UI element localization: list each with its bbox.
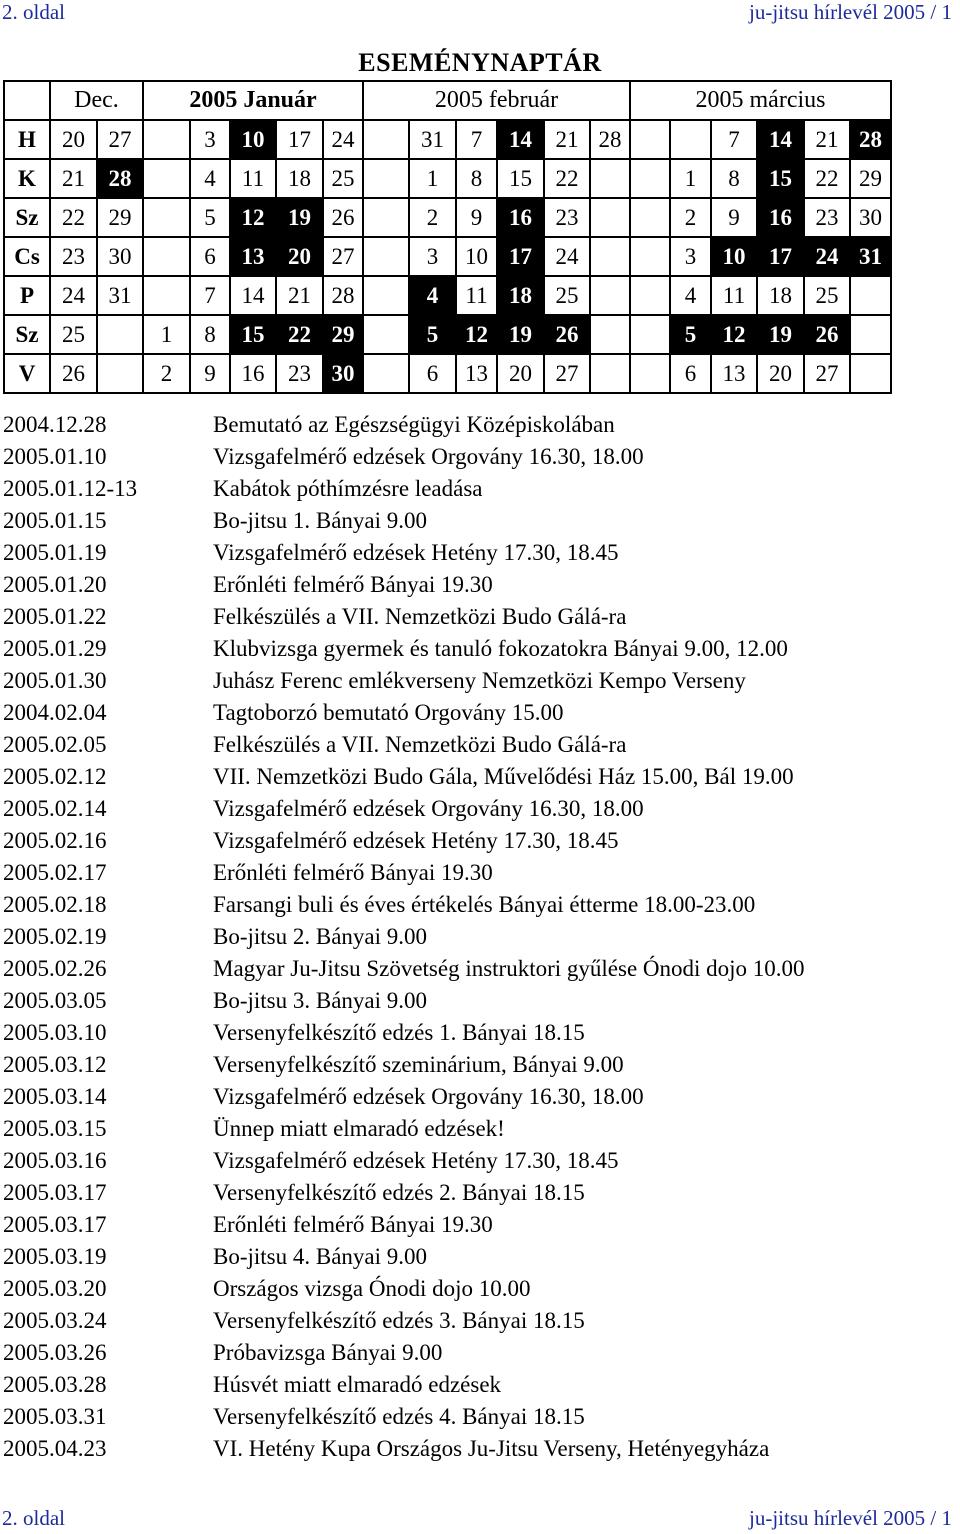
calendar-month-row [4,81,891,120]
event-date: 2005.01.22 [3,604,107,629]
event-description: Bemutató az Egészségügyi Középiskolában [213,412,615,437]
event-description: Próbavizsga Bányai 9.00 [213,1340,443,1365]
calendar-day-cell [363,354,409,393]
event-date: 2004.12.28 [3,412,107,437]
calendar-day-cell: 8 [711,159,757,198]
calendar-day-cell: 28 [97,159,143,198]
calendar-day-cell: 19 [757,315,804,354]
event-row [3,985,953,1017]
calendar-day-cell: 20 [757,354,804,393]
event-description: Versenyfelkészítő edzés 1. Bányai 18.15 [213,1020,585,1045]
event-description: Versenyfelkészítő szeminárium, Bányai 9.00 [213,1052,624,1077]
event-date: 2005.03.24 [3,1308,107,1333]
event-date: 2005.02.16 [3,828,107,853]
calendar-day-cell: 20 [497,354,544,393]
calendar-day-cell: 12 [230,198,276,237]
event-row [3,1081,953,1113]
page-title: ESEMÉNYNAPTÁR [358,48,602,77]
calendar-day-cell: 9 [456,198,497,237]
event-description: VII. Nemzetközi Budo Gála, Művelődési Ház 15.00, Bál 19.00 [213,764,794,789]
calendar-day-cell: 1 [143,315,190,354]
event-row [3,825,953,857]
calendar-week-row [4,354,891,393]
calendar-day-cell: 18 [276,159,323,198]
calendar-day-cell [143,159,190,198]
calendar-day-cell: 31 [850,237,891,276]
event-calendar [3,80,892,394]
event-description: Vizsgafelmérő edzések Orgovány 16.30, 18.00 [213,1084,644,1109]
calendar-day-cell: 16 [497,198,544,237]
event-date: 2005.01.19 [3,540,107,565]
calendar-day-cell [590,159,630,198]
calendar-day-cell: 2 [670,198,711,237]
calendar-day-cell: 25 [50,315,97,354]
calendar-day-cell: 19 [276,198,323,237]
weekday-label: Sz [4,315,50,354]
calendar-day-cell [97,354,143,393]
event-description: VI. Hetény Kupa Országos Ju-Jitsu Verseny, Hetényegyháza [213,1436,770,1461]
event-date: 2005.02.14 [3,796,107,821]
calendar-day-cell: 1 [409,159,456,198]
event-date: 2005.02.26 [3,956,107,981]
calendar-day-cell: 8 [190,315,230,354]
event-row [3,697,953,729]
calendar-day-cell [630,237,670,276]
month-header: 2005 március [630,81,891,120]
calendar-day-cell: 24 [50,276,97,315]
calendar-week-row [4,315,891,354]
calendar-day-cell: 23 [276,354,323,393]
event-date: 2005.01.20 [3,572,107,597]
calendar-day-cell [363,120,409,159]
event-description: Erőnléti felmérő Bányai 19.30 [213,572,493,597]
event-description: Vizsgafelmérő edzések Orgovány 16.30, 18.00 [213,796,644,821]
calendar-day-cell [590,198,630,237]
calendar-day-cell: 30 [323,354,363,393]
calendar-day-cell: 23 [50,237,97,276]
calendar-day-cell: 6 [409,354,456,393]
calendar-day-cell: 16 [757,198,804,237]
event-description: Magyar Ju-Jitsu Szövetség instruktori gyűlése Ónodi dojo 10.00 [213,956,805,981]
calendar-day-cell: 11 [711,276,757,315]
event-description: Vizsgafelmérő edzések Hetény 17.30, 18.45 [213,540,619,565]
event-row [3,761,953,793]
event-description: Bo-jitsu 1. Bányai 9.00 [213,508,428,533]
calendar-day-cell: 9 [190,354,230,393]
calendar-day-cell [630,276,670,315]
calendar-day-cell: 29 [850,159,891,198]
event-date: 2005.03.10 [3,1020,107,1045]
event-date: 2005.01.30 [3,668,107,693]
calendar-day-cell: 13 [456,354,497,393]
calendar-day-cell: 26 [50,354,97,393]
event-row [3,537,953,569]
event-description: Tagtoborzó bemutató Orgovány 15.00 [213,700,564,725]
calendar-day-cell [97,315,143,354]
calendar-day-cell [143,198,190,237]
calendar-day-cell: 16 [230,354,276,393]
calendar-day-cell: 24 [804,237,850,276]
calendar-day-cell: 24 [323,120,363,159]
calendar-day-cell [850,276,891,315]
event-row [3,889,953,921]
calendar-day-cell: 6 [190,237,230,276]
calendar-day-cell: 30 [97,237,143,276]
event-date: 2005.03.17 [3,1212,107,1237]
calendar-day-cell: 21 [50,159,97,198]
event-row [3,1209,953,1241]
event-row [3,1049,953,1081]
calendar-day-cell: 14 [230,276,276,315]
weekday-label: K [4,159,50,198]
calendar-day-cell: 13 [711,354,757,393]
calendar-day-cell: 21 [544,120,590,159]
calendar-day-cell: 31 [409,120,456,159]
calendar-day-cell [590,276,630,315]
event-row [3,505,953,537]
weekday-label: H [4,120,50,159]
event-row [3,921,953,953]
calendar-day-cell: 27 [544,354,590,393]
event-row [3,665,953,697]
event-date: 2005.03.15 [3,1116,107,1141]
event-description: Versenyfelkészítő edzés 4. Bányai 18.15 [213,1404,585,1429]
calendar-day-cell: 19 [497,315,544,354]
calendar-week-row [4,237,891,276]
calendar-day-cell: 14 [497,120,544,159]
event-description: Kabátok póthímzésre leadása [213,476,483,501]
event-description: Országos vizsga Ónodi dojo 10.00 [213,1276,531,1301]
event-description: Bo-jitsu 3. Bányai 9.00 [213,988,428,1013]
calendar-day-cell: 17 [276,120,323,159]
event-date: 2005.02.05 [3,732,107,757]
calendar-day-cell: 10 [230,120,276,159]
calendar-day-cell [630,159,670,198]
calendar-day-cell: 17 [497,237,544,276]
event-row [3,1305,953,1337]
calendar-day-cell: 18 [757,276,804,315]
event-date: 2005.02.12 [3,764,107,789]
event-row [3,1273,953,1305]
calendar-day-cell: 21 [804,120,850,159]
weekday-label: Cs [4,237,50,276]
calendar-day-cell: 5 [409,315,456,354]
page-header [0,0,960,26]
calendar-day-cell: 22 [544,159,590,198]
event-date: 2005.01.29 [3,636,107,661]
event-date: 2005.01.15 [3,508,107,533]
event-row [3,1177,953,1209]
event-description: Farsangi buli és éves értékelés Bányai étterme 18.00-23.00 [213,892,756,917]
event-row [3,729,953,761]
calendar-day-cell [630,120,670,159]
calendar-day-cell: 31 [97,276,143,315]
calendar-day-cell: 5 [670,315,711,354]
event-row [3,1017,953,1049]
event-date: 2005.02.19 [3,924,107,949]
event-description: Húsvét miatt elmaradó edzések [213,1372,502,1397]
calendar-day-cell [670,120,711,159]
calendar-day-cell: 17 [757,237,804,276]
event-row [3,633,953,665]
calendar-day-cell [630,198,670,237]
event-description: Felkészülés a VII. Nemzetközi Budo Gálá-ra [213,604,627,629]
calendar-day-cell: 7 [190,276,230,315]
event-date: 2005.03.05 [3,988,107,1013]
event-date: 2005.03.16 [3,1148,107,1173]
event-row [3,1337,953,1369]
calendar-day-cell: 7 [711,120,757,159]
calendar-day-cell: 22 [804,159,850,198]
event-description: Vizsgafelmérő edzések Hetény 17.30, 18.45 [213,828,619,853]
event-row [3,1369,953,1401]
event-description: Bo-jitsu 4. Bányai 9.00 [213,1244,428,1269]
corner-cell [4,81,50,120]
event-row [3,793,953,825]
calendar-day-cell: 8 [456,159,497,198]
calendar-day-cell: 24 [544,237,590,276]
calendar-week-row [4,198,891,237]
month-header: 2005 február [363,81,630,120]
month-header: 2005 Január [143,81,363,120]
calendar-day-cell: 3 [409,237,456,276]
calendar-day-cell: 5 [190,198,230,237]
footer-page-number: 2. oldal [2,1506,65,1530]
calendar-day-cell [590,237,630,276]
calendar-day-cell: 26 [323,198,363,237]
event-row [3,601,953,633]
event-row [3,1145,953,1177]
event-description: Versenyfelkészítő edzés 2. Bányai 18.15 [213,1180,585,1205]
event-description: Erőnléti felmérő Bányai 19.30 [213,860,493,885]
calendar-day-cell: 15 [497,159,544,198]
event-date: 2005.03.28 [3,1372,107,1397]
calendar-day-cell: 11 [456,276,497,315]
event-list [3,409,953,1465]
calendar-day-cell: 20 [50,120,97,159]
event-date: 2005.03.12 [3,1052,107,1077]
calendar-day-cell [363,315,409,354]
calendar-day-cell: 22 [50,198,97,237]
event-description: Vizsgafelmérő edzések Orgovány 16.30, 18.00 [213,444,644,469]
event-description: Klubvizsga gyermek és tanuló fokozatokra Bányai 9.00, 12.00 [213,636,788,661]
calendar-day-cell [590,315,630,354]
event-row [3,473,953,505]
calendar-day-cell: 23 [544,198,590,237]
event-date: 2005.01.10 [3,444,107,469]
event-description: Vizsgafelmérő edzések Hetény 17.30, 18.45 [213,1148,619,1173]
calendar-day-cell [363,276,409,315]
event-date: 2005.03.19 [3,1244,107,1269]
footer-newsletter-name: ju-jitsu hírlevél 2005 / 1 [749,1506,952,1530]
calendar-day-cell: 4 [409,276,456,315]
calendar-day-cell [363,198,409,237]
calendar-day-cell [590,354,630,393]
calendar-day-cell: 27 [804,354,850,393]
calendar-day-cell: 27 [323,237,363,276]
calendar-day-cell: 25 [544,276,590,315]
calendar-day-cell: 15 [757,159,804,198]
event-date: 2005.03.17 [3,1180,107,1205]
weekday-label: P [4,276,50,315]
event-date: 2005.01.12-13 [3,476,138,501]
calendar-week-row [4,159,891,198]
calendar-day-cell [143,120,190,159]
month-header: Dec. [50,81,143,120]
calendar-day-cell: 28 [850,120,891,159]
event-date: 2005.03.14 [3,1084,107,1109]
calendar-day-cell [850,315,891,354]
calendar-day-cell: 25 [323,159,363,198]
event-row [3,409,953,441]
calendar-day-cell: 15 [230,315,276,354]
weekday-label: V [4,354,50,393]
calendar-day-cell: 30 [850,198,891,237]
calendar-day-cell: 21 [276,276,323,315]
event-description: Ünnep miatt elmaradó edzések! [213,1116,505,1141]
weekday-label: Sz [4,198,50,237]
calendar-day-cell: 10 [711,237,757,276]
event-description: Bo-jitsu 2. Bányai 9.00 [213,924,428,949]
event-row [3,1401,953,1433]
event-row [3,569,953,601]
event-date: 2005.03.20 [3,1276,107,1301]
event-row [3,441,953,473]
calendar-day-cell [630,354,670,393]
event-description: Juhász Ferenc emlékverseny Nemzetközi Kempo Verseny [213,668,746,693]
calendar-day-cell: 22 [276,315,323,354]
calendar-day-cell [143,237,190,276]
calendar-day-cell: 23 [804,198,850,237]
calendar-day-cell: 18 [497,276,544,315]
calendar-day-cell: 27 [97,120,143,159]
calendar-day-cell: 12 [456,315,497,354]
event-date: 2005.03.26 [3,1340,107,1365]
calendar-day-cell: 28 [323,276,363,315]
calendar-day-cell: 6 [670,354,711,393]
event-row [3,1433,953,1465]
newsletter-name: ju-jitsu hírlevél 2005 / 1 [749,0,952,24]
calendar-day-cell: 29 [323,315,363,354]
calendar-day-cell: 2 [143,354,190,393]
calendar-day-cell: 14 [757,120,804,159]
event-date: 2005.02.17 [3,860,107,885]
calendar-day-cell: 1 [670,159,711,198]
page-number: 2. oldal [2,0,65,24]
calendar-day-cell: 4 [190,159,230,198]
calendar-day-cell: 12 [711,315,757,354]
calendar-day-cell: 26 [804,315,850,354]
calendar-day-cell: 10 [456,237,497,276]
calendar-day-cell [630,315,670,354]
calendar-day-cell: 25 [804,276,850,315]
calendar-day-cell: 4 [670,276,711,315]
calendar-day-cell: 29 [97,198,143,237]
event-description: Versenyfelkészítő edzés 3. Bányai 18.15 [213,1308,585,1333]
calendar-day-cell: 2 [409,198,456,237]
event-row [3,953,953,985]
event-date: 2005.04.23 [3,1436,107,1461]
calendar-day-cell: 26 [544,315,590,354]
calendar-week-row [4,120,891,159]
calendar-day-cell: 7 [456,120,497,159]
event-row [3,1113,953,1145]
event-description: Erőnléti felmérő Bányai 19.30 [213,1212,493,1237]
calendar-day-cell [363,237,409,276]
event-date: 2004.02.04 [3,700,107,725]
calendar-day-cell: 13 [230,237,276,276]
page-footer [0,1506,960,1532]
calendar-day-cell: 11 [230,159,276,198]
calendar-day-cell: 3 [190,120,230,159]
calendar-day-cell [363,159,409,198]
event-date: 2005.02.18 [3,892,107,917]
event-row [3,1241,953,1273]
calendar-day-cell: 20 [276,237,323,276]
calendar-day-cell [850,354,891,393]
calendar-day-cell: 28 [590,120,630,159]
calendar-day-cell: 3 [670,237,711,276]
calendar-day-cell [143,276,190,315]
event-description: Felkészülés a VII. Nemzetközi Budo Gálá-ra [213,732,627,757]
calendar-week-row [4,276,891,315]
event-row [3,857,953,889]
calendar-day-cell: 9 [711,198,757,237]
event-date: 2005.03.31 [3,1404,107,1429]
